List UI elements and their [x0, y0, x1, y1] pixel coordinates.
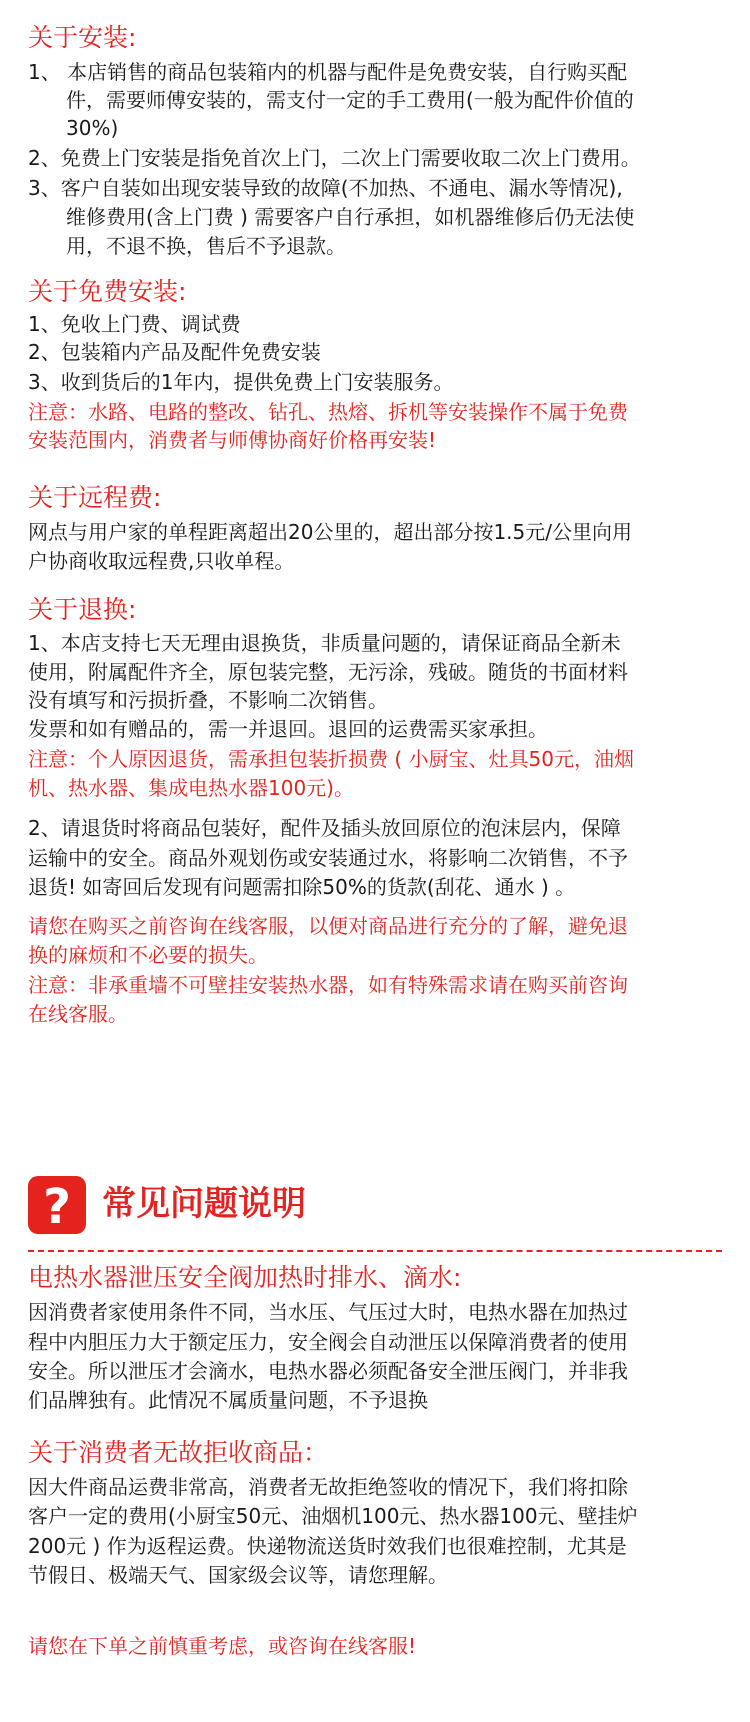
returns-line: 退货! 如寄回后发现有问题需扣除50%的货款(刮花、通水 ) 。 [28, 875, 576, 899]
returns-note: 机、热水器、集成电热水器100元)。 [28, 776, 354, 800]
free-install-line: 1、免收上门费、调试费 [28, 312, 241, 336]
returns-line: 发票和如有赠品的，需一并退回。退回的运费需买家承担。 [28, 717, 548, 741]
install-title: 关于安装: [28, 23, 137, 52]
returns-note: 注意：个人原因退货，需承担包装折损费 ( 小厨宝、灶具50元，油烟 [28, 747, 634, 771]
returns-line: 运输中的安全。商品外观划伤或安装通过水，将影响二次销售，不予 [28, 846, 628, 870]
returns-advice: 换的麻烦和不必要的损失。 [28, 943, 268, 967]
remote-fee-title: 关于远程费: [28, 483, 162, 512]
relief-valve-line: 程中内胆压力大于额定压力，安全阀会自动泄压以保障消费者的使用 [28, 1330, 628, 1354]
returns-advice: 请您在购买之前咨询在线客服，以便对商品进行充分的了解，避免退 [28, 914, 628, 938]
refusal-line: 200元 ) 作为返程运费。快递物流送货时效我们也很难控制，尤其是 [28, 1534, 627, 1558]
relief-valve-line: 因消费者家使用条件不同，当水压、气压过大时，电热水器在加热过 [28, 1300, 628, 1324]
remote-fee-line: 网点与用户家的单程距离超出20公里的，超出部分按1.5元/公里向用 [28, 520, 632, 544]
install-line: 件，需要师傅安装的，需支付一定的手工费用(一般为配件价值的 [66, 88, 634, 112]
returns-line: 没有填写和污损折叠，不影响二次销售。 [28, 688, 388, 712]
install-line: 3、客户自装如出现安装导致的故障(不加热、不通电、漏水等情况), [28, 176, 623, 200]
relief-valve-title: 电热水器泄压安全阀加热时排水、滴水: [28, 1263, 462, 1292]
free-install-note: 安装范围内，消费者与师傅协商好价格再安装! [28, 428, 437, 452]
returns-line: 1、本店支持七天无理由退换货，非质量问题的，请保证商品全新未 [28, 631, 621, 655]
free-install-note: 注意：水路、电路的整改、钻孔、热熔、拆机等安装操作不属于免费 [28, 400, 628, 424]
question-mark-text: ? [43, 1179, 71, 1234]
refusal-title: 关于消费者无故拒收商品： [28, 1438, 329, 1467]
faq-title: 常见问题说明 [102, 1184, 306, 1224]
relief-valve-line: 们品牌独有。此情况不属质量问题，不予退换 [28, 1388, 428, 1412]
returns-line: 使用，附属配件齐全，原包装完整，无污涂，残破。随货的书面材料 [28, 660, 628, 684]
remote-fee-line: 户协商收取远程费,只收单程。 [28, 549, 295, 573]
relief-valve-line: 安全。所以泄压才会滴水，电热水器必须配备安全泄压阀门，并非我 [28, 1359, 628, 1383]
question-mark-icon [28, 1176, 86, 1234]
install-line: 用，不退不换，售后不予退款。 [66, 234, 346, 258]
returns-title: 关于退换: [28, 595, 137, 624]
returns-line: 2、请退货时将商品包装好，配件及插头放回原位的泡沫层内，保障 [28, 816, 621, 840]
install-line: 维修费用(含上门费 ) 需要客户自行承担，如机器维修后仍无法使 [66, 205, 635, 229]
install-line: 30%) [66, 116, 119, 140]
dashed-divider [28, 1250, 722, 1252]
install-line: 2、免费上门安装是指免首次上门，二次上门需要收取二次上门费用。 [28, 146, 641, 170]
free-install-line: 2、包装箱内产品及配件免费安装 [28, 340, 321, 364]
install-line: 1、 本店销售的商品包装箱内的机器与配件是免费安装，自行购买配 [28, 60, 628, 84]
refusal-line: 节假日、极端天气、国家级会议等，请您理解。 [28, 1563, 448, 1587]
free-install-line: 3、收到货后的1年内，提供免费上门安装服务。 [28, 370, 454, 394]
returns-advice: 注意：非承重墙不可壁挂安装热水器，如有特殊需求请在购买前咨询 [28, 973, 628, 997]
refusal-line: 因大件商品运费非常高，消费者无故拒绝签收的情况下，我们将扣除 [28, 1475, 628, 1499]
returns-advice: 在线客服。 [28, 1002, 128, 1026]
refusal-line: 客户一定的费用(小厨宝50元、油烟机100元、热水器100元、壁挂炉 [28, 1504, 638, 1528]
free-install-title: 关于免费安装: [28, 277, 187, 306]
question-mark-glyph [28, 1176, 86, 1234]
closing-note: 请您在下单之前慎重考虑，或咨询在线客服! [28, 1634, 417, 1658]
